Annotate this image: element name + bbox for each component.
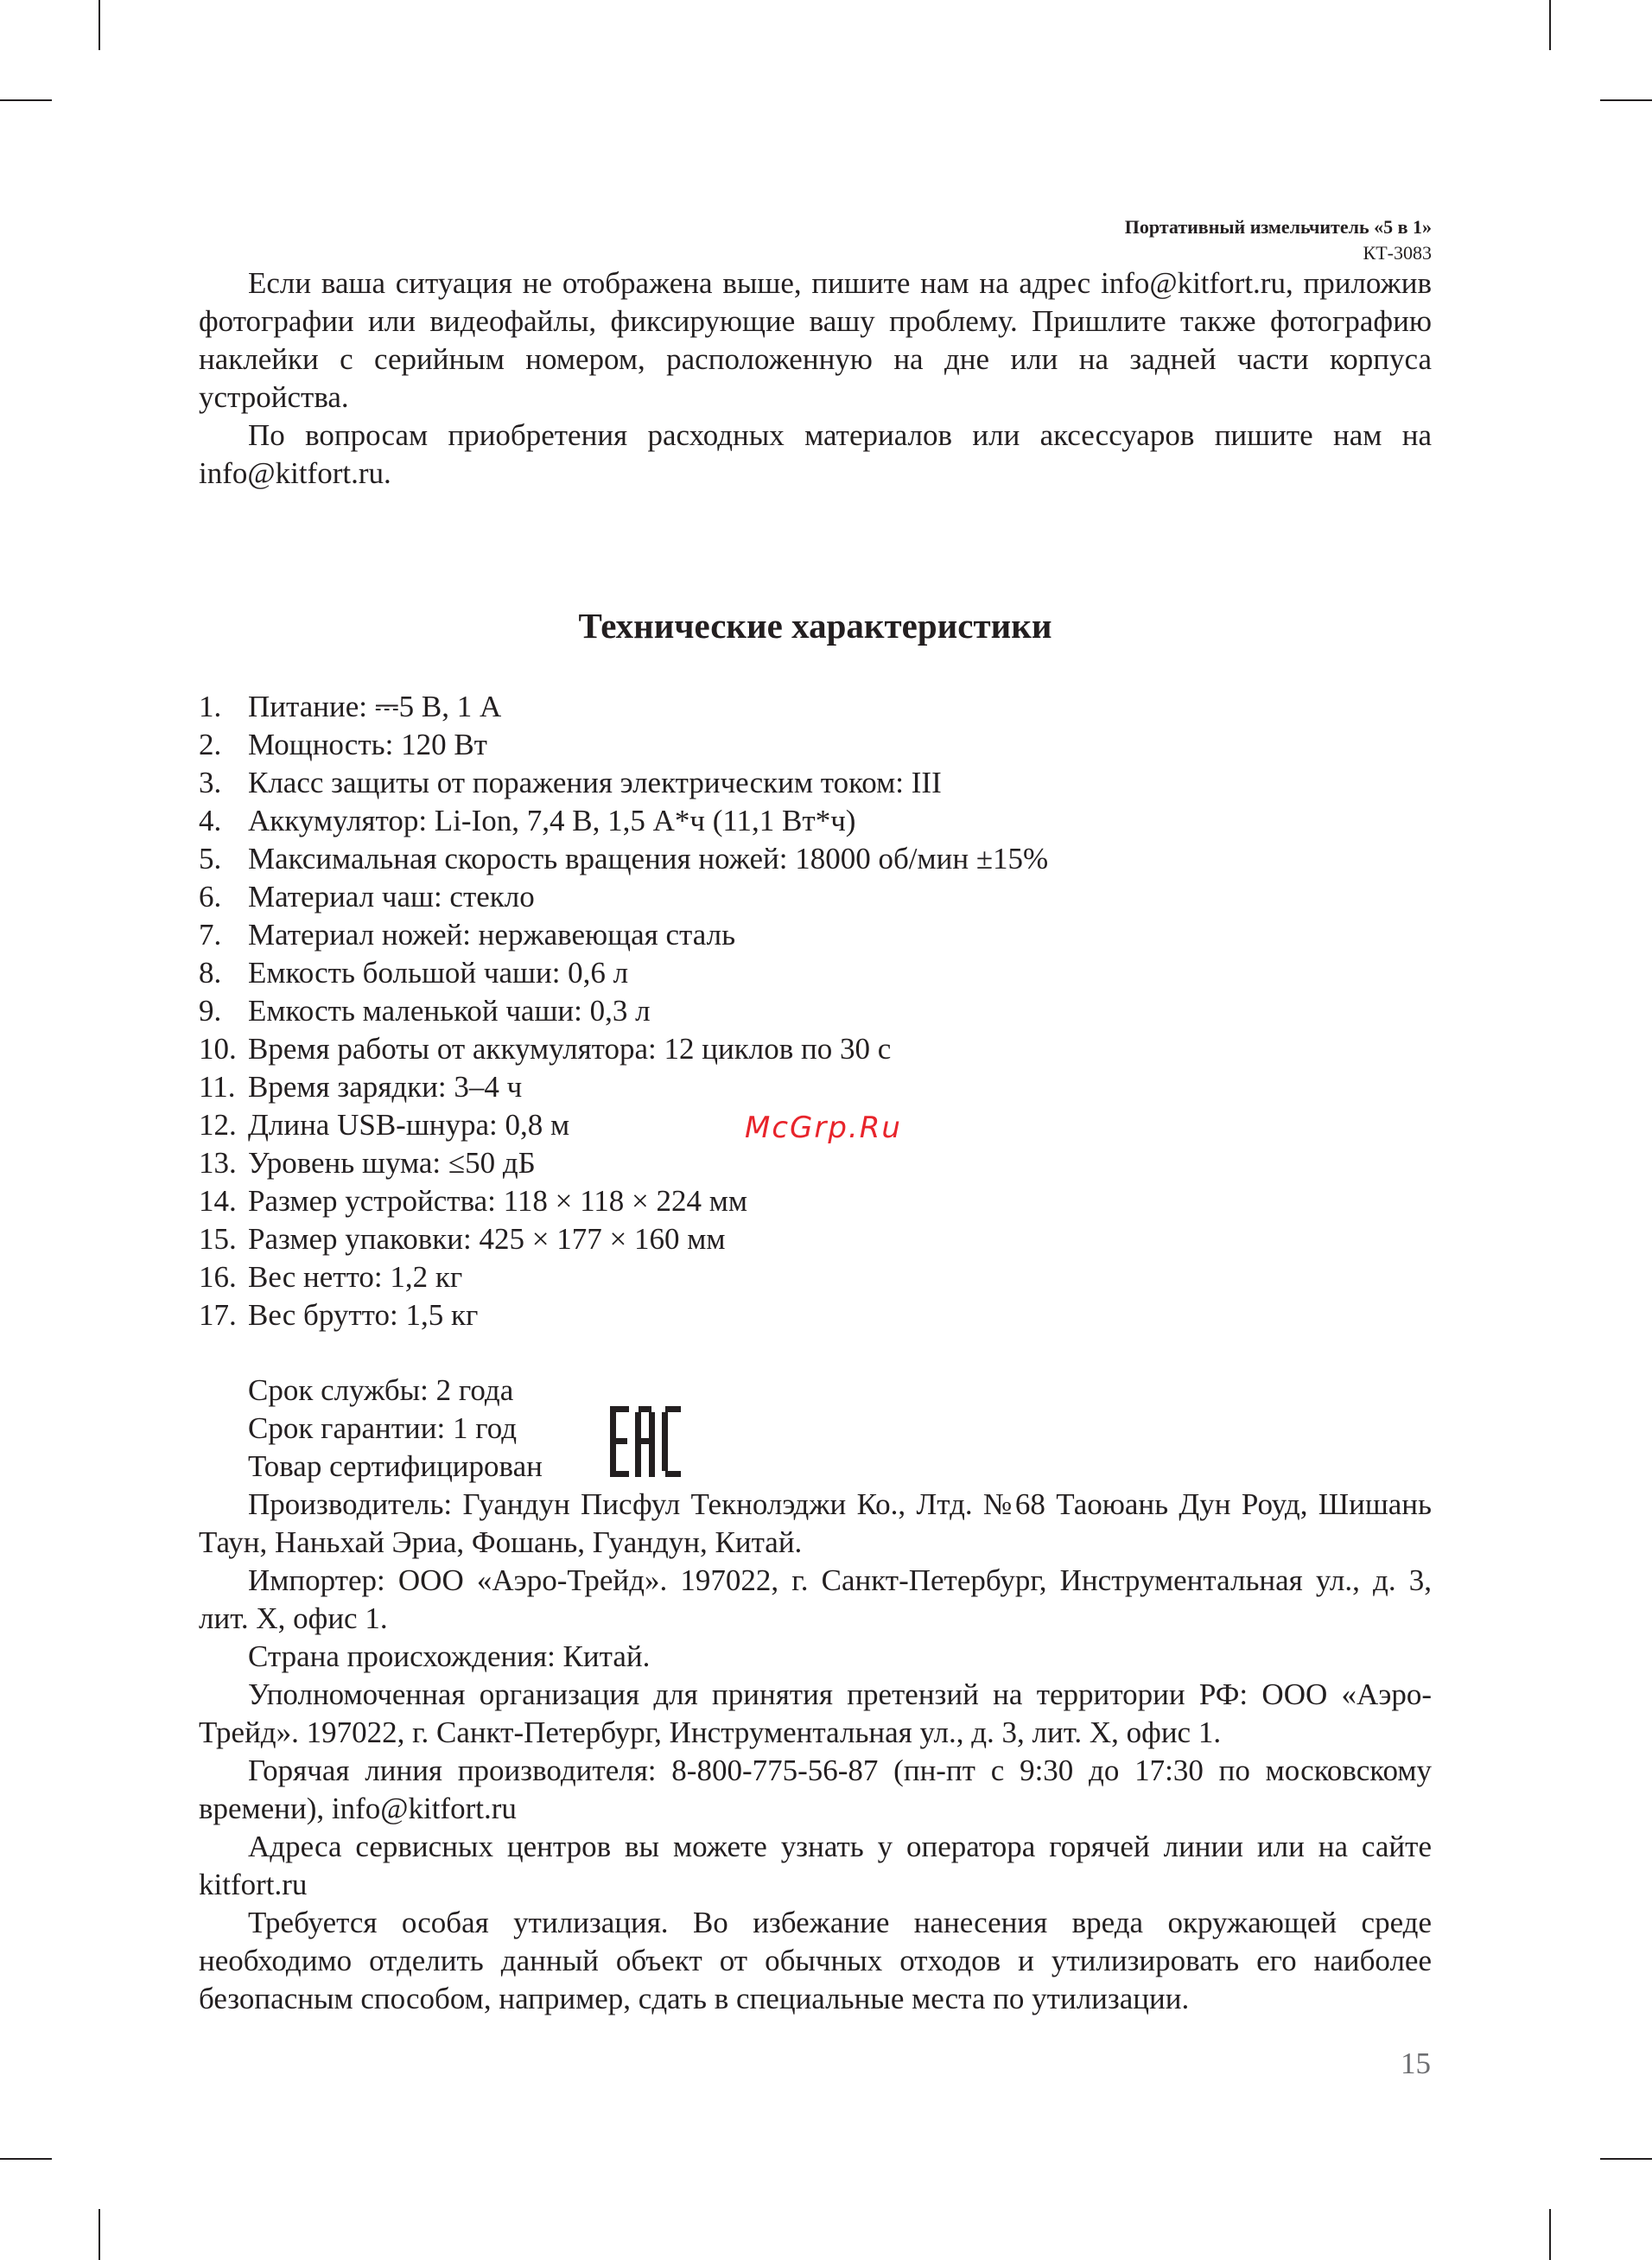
list-item-number: 8. [199,956,222,990]
list-item [199,688,1432,726]
list-item-text: Вес брутто: 1,5 кг [248,1298,479,1332]
list-item [199,764,1432,802]
intro-section [199,264,1432,493]
crop-mark-top-left-h [0,99,52,101]
list-item-number: 7. [199,918,222,952]
watermark-text: McGrp.Ru [745,1111,902,1145]
list-item [199,1182,1432,1220]
intro-paragraph-accessories: По вопросам приобретения расходных материалов или аксессуаров пишите нам на info@kitfort.ru. [199,418,1432,490]
list-item [199,954,1432,992]
list-item [199,878,1432,916]
list-item-text: Аккумулятор: Li-Ion, 7,4 В, 1,5 А*ч (11,1 Вт*ч) [248,804,856,837]
crop-mark-bottom-right-h [1600,2158,1652,2160]
list-item-number: 3. [199,766,222,799]
intro-paragraph-contact: Если ваша ситуация не отображена выше, пишите нам на адрес info@kitfort.ru, приложив фотографии или видеофайлы, фиксирующие вашу проблему. Пришлите также фотографию наклейки с серийным номером, расположенную на дне или на задней части корпуса устройства. [199,266,1432,414]
list-item [199,1220,1432,1258]
list-item-text: Емкость маленькой чаши: 0,3 л [248,994,651,1028]
crop-mark-top-right-v [1549,0,1551,50]
specs-list [199,688,1432,1334]
hotline-paragraph: Горячая линия производителя: 8-800-775-56-87 (пн-пт с 9:30 до 17:30 по московскому времени), info@kitfort.ru [199,1754,1432,1825]
list-item-number: 9. [199,994,222,1028]
running-header [1125,214,1432,266]
crop-mark-top-right-h [1600,99,1652,101]
list-item-text: Длина USB-шнура: 0,8 м [248,1108,570,1142]
header-product-name: Портативный измельчитель «5 в 1» [1124,216,1432,238]
list-item-number: 12. [199,1108,237,1142]
service-life: Срок службы: 2 года [248,1373,514,1407]
origin-paragraph: Страна происхождения: Китай. [248,1639,651,1673]
list-item [199,1030,1432,1068]
page-number: 15 [1401,2047,1431,2080]
certified-note: Товар сертифицирован [248,1449,543,1483]
section-title: Технические характеристики [578,606,1052,646]
list-item-number: 6. [199,880,222,914]
list-item-text: Максимальная скорость вращения ножей: 18000 об/мин ±15% [248,842,1049,875]
list-item [199,802,1432,840]
list-item-number: 16. [199,1260,237,1294]
list-item-number: 5. [199,842,222,875]
crop-mark-bottom-left-v [98,2209,100,2260]
list-item [199,1144,1432,1182]
list-item-text: Материал чаш: стекло [248,880,535,914]
list-item-text: Мощность: 120 Вт [248,728,487,761]
crop-mark-top-left-v [98,0,100,50]
warranty-period: Срок гарантии: 1 год [248,1411,518,1445]
list-item-text: Размер устройства: 118 × 118 × 224 мм [248,1184,748,1218]
list-item-number: 2. [199,728,222,761]
list-item-number: 1. [199,690,222,723]
list-item [199,1258,1432,1296]
list-item-text: Материал ножей: нержавеющая сталь [248,918,736,952]
list-item [199,1068,1432,1106]
crop-mark-bottom-right-v [1549,2209,1551,2260]
importer-paragraph: Импортер: ООО «Аэро-Трейд». 197022, г. Санкт-Петербург, Инструментальная ул., д. 3, лит. Х, офис 1. [199,1563,1432,1635]
list-item-number: 11. [199,1070,236,1104]
list-item-number: 10. [199,1032,237,1066]
list-item-text: Вес нетто: 1,2 кг [248,1260,463,1294]
list-item [199,916,1432,954]
service-centers-paragraph: Адреса сервисных центров вы можете узнать у оператора горячей линии или на сайте kitfort.ru [199,1830,1432,1901]
list-item-text: Уровень шума: ≤50 дБ [248,1146,536,1180]
list-item [199,992,1432,1030]
list-item-number: 4. [199,804,222,837]
header-model: КТ-3083 [1363,242,1432,264]
info-section [199,1372,1432,2018]
list-item-number: 13. [199,1146,237,1180]
list-item-text: Емкость большой чаши: 0,6 л [248,956,629,990]
eac-mark-icon [610,1406,681,1477]
list-item [199,840,1432,878]
list-item-text: Время работы от аккумулятора: 12 циклов по 30 с [248,1032,892,1066]
list-item-number: 15. [199,1222,237,1256]
list-item-number: 14. [199,1184,237,1218]
list-item [199,1296,1432,1334]
claims-org-paragraph: Уполномоченная организация для принятия претензий на территории РФ: ООО «Аэро-Трейд». 197022, г. Санкт-Петербург, Инструментальная ул., д. 3, лит. Х, офис 1. [199,1677,1432,1749]
list-item-number: 17. [199,1298,237,1332]
manufacturer-paragraph: Производитель: Гуандун Писфул Текнолэджи Ко., Лтд. №68 Таоюань Дун Роуд, Шишань Таун, Наньхай Эриа, Фошань, Гуандун, Китай. [199,1487,1432,1559]
list-item-text: Время зарядки: 3–4 ч [248,1070,523,1104]
list-item-text: Размер упаковки: 425 × 177 × 160 мм [248,1222,726,1256]
list-item-text: Питание: ⎓5 В, 1 А [248,690,502,723]
crop-mark-bottom-left-h [0,2158,52,2160]
disposal-paragraph: Требуется особая утилизация. Во избежание нанесения вреда окружающей среде необходимо отделить данный объект от обычных отходов и утилизировать его наиболее безопасным способом, например, сдать в специальные места по утилизации. [199,1906,1432,2015]
list-item [199,726,1432,764]
list-item-text: Класс защиты от поражения электрическим током: III [248,766,942,799]
certification-block [199,1372,1432,1486]
